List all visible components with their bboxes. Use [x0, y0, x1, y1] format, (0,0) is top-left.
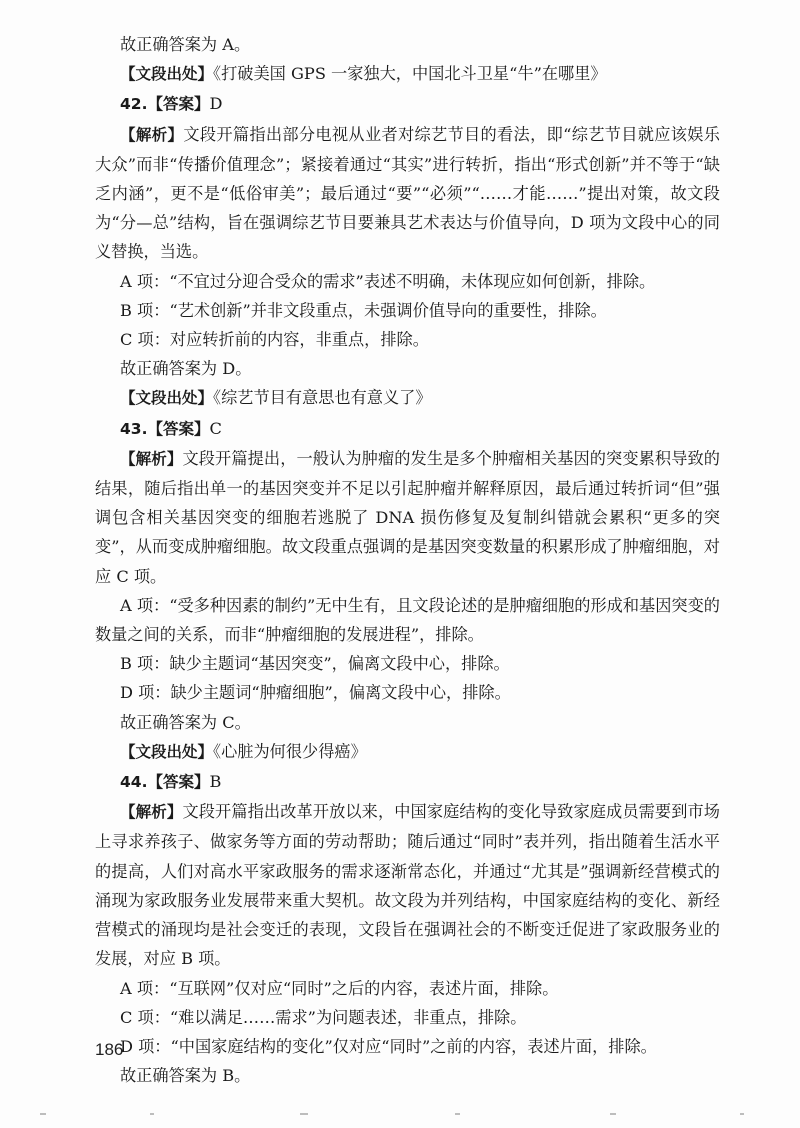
option-analysis: C 项：对应转折前的内容，非重点，排除。: [120, 330, 429, 350]
scan-edge-marks: [0, 1110, 800, 1118]
source-tag: 【文段出处】: [120, 65, 214, 84]
page-number: 186: [95, 1040, 124, 1059]
option-analysis: D 项：缺少主题词“肿瘤细胞”，偏离文段中心，排除。: [120, 683, 511, 703]
answer-summary: 故正确答案为 D。: [120, 359, 252, 379]
source-line: 【文段出处】《综艺节目有意思也有意义了》: [120, 388, 432, 408]
source-tag: 【文段出处】: [120, 742, 214, 761]
question-answer-header: 44.【答案】B: [120, 772, 222, 792]
option-analysis: B 项：缺少主题词“基因突变”，偏离文段中心，排除。: [120, 654, 510, 674]
option-analysis: D 项：“中国家庭结构的变化”仅对应“同时”之前的内容，表述片面，排除。: [120, 1036, 657, 1056]
analysis-paragraph: 【解析】文段开篇指出部分电视从业者对综艺节目的看法，即“综艺节目就应该娱乐大众”而非“传播价值理念”；紧接着通过“其实”进行转折，指出“形式创新”并不等于“缺乏内涵”，更不是“低俗审美”；最后通过“要”“必须”“……才能……”提出对策，故文段为“分—总”结构，旨在强调综艺节目要兼具艺术表达与价值导向，D 项为文段中心的同义替换，当选。: [95, 124, 720, 262]
option-analysis: A 项：“互联网”仅对应“同时”之后的内容，表述片面，排除。: [120, 978, 559, 998]
source-tag: 【文段出处】: [120, 389, 214, 408]
answer-tag: 43.【答案】: [120, 419, 210, 438]
answer-summary: 故正确答案为 C。: [120, 712, 251, 732]
analysis-tag: 【解析】: [120, 449, 183, 468]
answer-summary: 故正确答案为 A。: [120, 35, 251, 54]
question-answer-header: 42.【答案】D: [120, 94, 223, 114]
question-answer-header: 43.【答案】C: [120, 418, 222, 438]
answer-tag: 42.【答案】: [120, 95, 210, 114]
source-line: 【文段出处】《心脏为何很少得癌》: [120, 741, 367, 761]
analysis-paragraph: 【解析】文段开篇提出，一般认为肿瘤的发生是多个肿瘤相关基因的突变累积导致的结果，随后指出单一的基因突变并不足以引起肿瘤并解释原因，最后通过转折词“但”强调包含相关基因突变的细胞若逃脱了 DNA 损伤修复及复制纠错就会累积“更多的突变”，从而变成肿瘤细胞。故文段重点强调的是基因突变数量的积累形成了肿瘤细胞，对应 C 项。: [95, 448, 720, 586]
option-analysis: A 项：“受多种因素的制约”无中生有，且文段论述的是肿瘤细胞的形成和基因突变的数量之间的关系，而非“肿瘤细胞的发展进程”，排除。: [95, 595, 720, 645]
answer-summary: 故正确答案为 B。: [120, 1066, 251, 1086]
option-analysis: A 项：“不宜过分迎合受众的需求”表述不明确，未体现应如何创新，排除。: [120, 271, 656, 291]
option-analysis: C 项：“难以满足……需求”为问题表述，非重点，排除。: [120, 1007, 527, 1027]
analysis-tag: 【解析】: [120, 125, 184, 144]
document-body: [95, 30, 720, 1090]
source-line: 【文段出处】《打破美国 GPS 一家独大，中国北斗卫星“牛”在哪里》: [120, 64, 607, 84]
option-analysis: B 项：“艺术创新”并非文段重点，未强调价值导向的重要性，排除。: [120, 300, 607, 320]
analysis-paragraph: 【解析】文段开篇指出改革开放以来，中国家庭结构的变化导致家庭成员需要到市场上寻求养孩子、做家务等方面的劳动帮助；随后通过“同时”表并列，指出随着生活水平的提高，人们对高水平家政服务的需求逐渐常态化，并通过“尤其是”强调新经营模式的涌现为家政服务业发展带来重大契机。故文段为并列结构，中国家庭结构的变化、新经营模式的涌现均是社会变迁的表现，文段旨在强调社会的不断变迁促进了家政服务业的发展，对应 B 项。: [95, 802, 720, 969]
answer-tag: 44.【答案】: [120, 773, 210, 792]
analysis-tag: 【解析】: [120, 803, 183, 822]
